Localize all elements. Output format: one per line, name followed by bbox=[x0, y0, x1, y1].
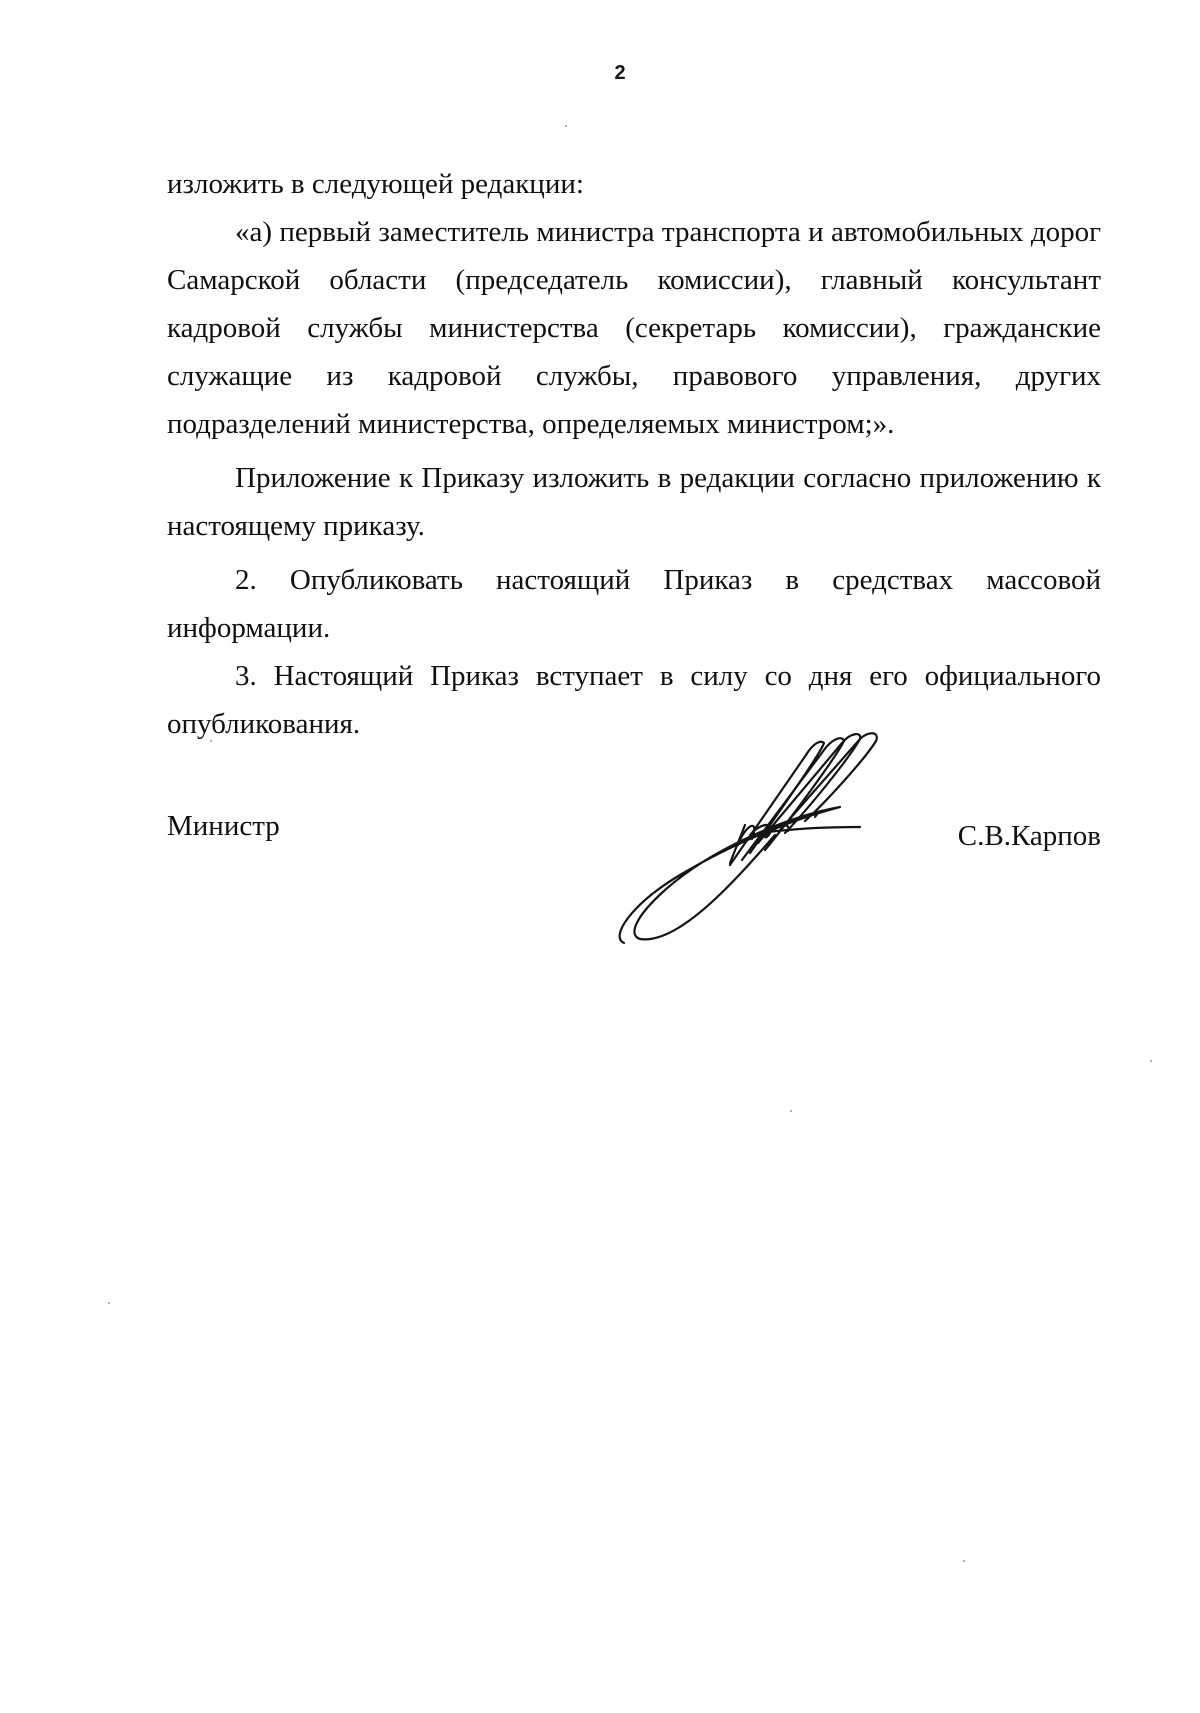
page-number: 2 bbox=[614, 62, 626, 84]
handwritten-signature bbox=[610, 725, 970, 955]
scan-speck bbox=[210, 740, 212, 742]
scan-speck bbox=[565, 125, 567, 127]
scan-speck bbox=[790, 1110, 792, 1112]
scan-speck bbox=[1150, 1060, 1152, 1062]
paragraph-item-3: 3. Настоящий Приказ вступает в силу со дня его официального опубликования. bbox=[167, 660, 1101, 740]
scan-speck bbox=[108, 1302, 110, 1304]
paragraph-appendix: Приложение к Приказу изложить в редакции согласно приложению к настоящему приказу. bbox=[167, 462, 1101, 542]
signatory-name: С.В.Карпов bbox=[957, 820, 1101, 852]
scan-speck bbox=[963, 1560, 965, 1562]
signatory-role: Министр bbox=[167, 810, 280, 842]
paragraph-subitem-a: «а) первый заместитель министра транспорта и автомобильных дорог Самарской области (председатель комиссии), главный консультант кадровой службы министерства (секретарь комиссии), гражданские служащие из кадровой службы, правового управления, других подразделений министерства, определяемых министром;». bbox=[167, 216, 1101, 440]
document-body bbox=[167, 160, 1101, 748]
paragraph-intro: изложить в следующей редакции: bbox=[167, 168, 584, 200]
paragraph-item-2: 2. Опубликовать настоящий Приказ в средствах массовой информации. bbox=[167, 564, 1101, 644]
